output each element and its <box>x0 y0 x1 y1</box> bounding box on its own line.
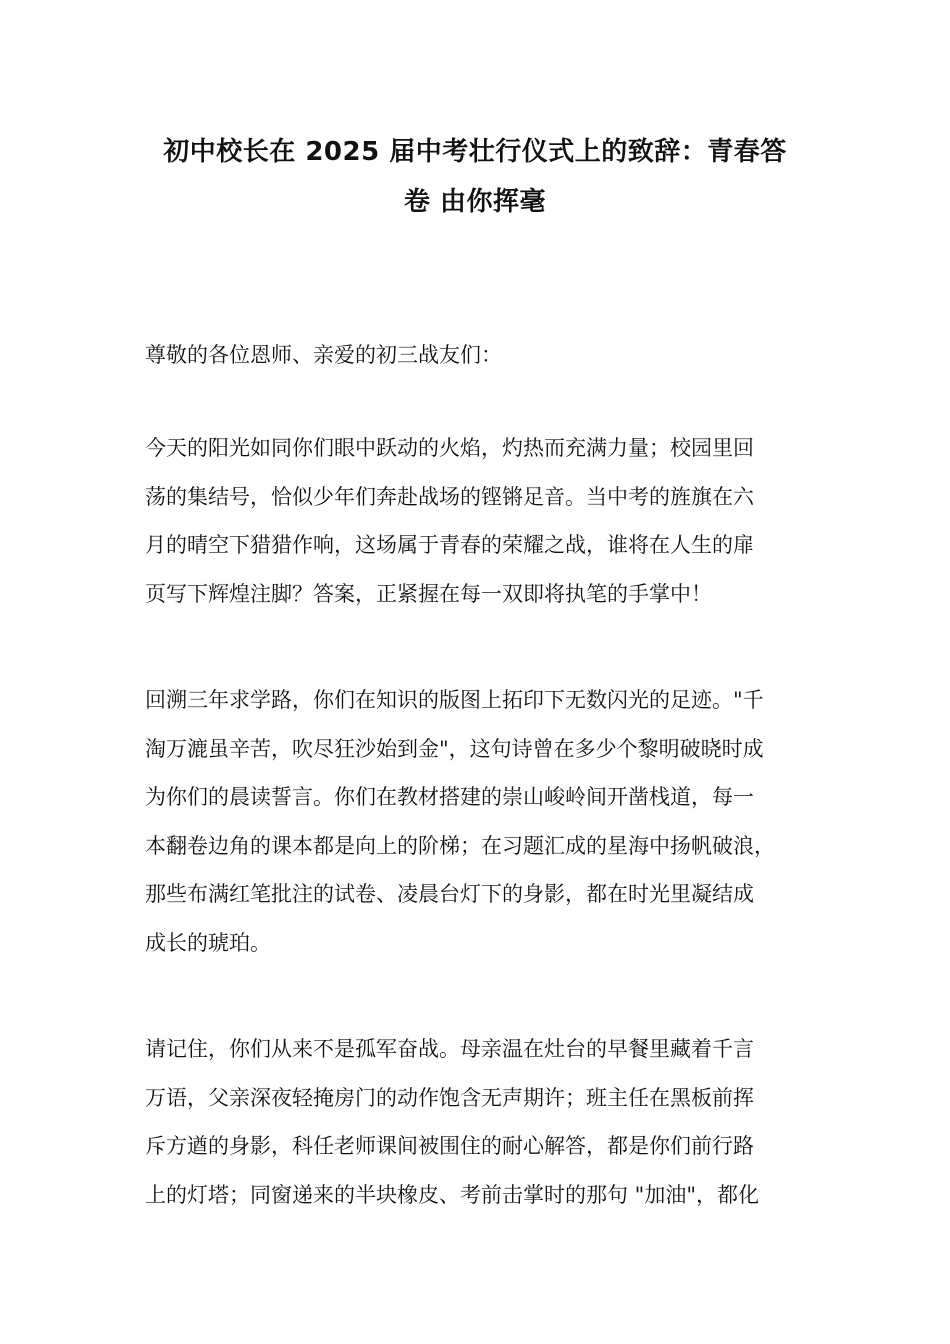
paragraph-line: 回溯三年求学路，你们在知识的版图上拓印下无数闪光的足迹。"千 <box>145 688 764 712</box>
paragraph-line: 那些布满红笔批注的试卷、凌晨台灯下的身影，都在时光里凝结成 <box>145 882 754 906</box>
paragraph-line: 斥方遒的身影，科任老师课间被围住的耐心解答，都是你们前行路 <box>145 1134 754 1158</box>
body-paragraph-1 <box>145 424 825 618</box>
paragraph-line: 荡的集结号，恰似少年们奔赴战场的铿锵足音。当中考的旌旗在六 <box>145 484 754 509</box>
greeting-text: 尊敬的各位恩师、亲爱的初三战友们： <box>145 343 502 367</box>
paragraph-line: 淘万漉虽辛苦，吹尽狂沙始到金"，这句诗曾在多少个黎明破晓时成 <box>145 736 764 761</box>
paragraph-line: 请记住，你们从来不是孤军奋战。母亲温在灶台的早餐里藏着千言 <box>145 1037 754 1061</box>
paragraph-line: 上的灯塔；同窗递来的半块橡皮、考前击掌时的那句 "加油"，都化 <box>145 1182 759 1207</box>
paragraph-line: 今天的阳光如同你们眼中跃动的火焰，灼热而充满力量；校园里回 <box>145 436 754 460</box>
document-title <box>130 127 820 227</box>
title-line: 卷 由你挥毫 <box>403 187 547 217</box>
paragraph-line: 万语，父亲深夜轻掩房门的动作饱含无声期许；班主任在黑板前挥 <box>145 1085 754 1110</box>
body-paragraph-3 <box>145 1025 825 1219</box>
paragraph-line: 页写下辉煌注脚？答案，正紧握在每一双即将执笔的手掌中！ <box>145 581 712 606</box>
body-paragraph-2 <box>145 676 825 967</box>
title-line: 初中校长在 2025 届中考壮行仪式上的致辞：青春答 <box>163 137 787 167</box>
paragraph-line: 成长的琥珀。 <box>145 930 271 955</box>
paragraph-line: 为你们的晨读誓言。你们在教材搭建的崇山峻岭间开凿栈道，每一 <box>145 785 754 809</box>
paragraph-line: 本翻卷边角的课本都是向上的阶梯；在习题汇成的星海中扬帆破浪， <box>145 833 775 858</box>
paragraph-line: 月的晴空下猎猎作响，这场属于青春的荣耀之战，谁将在人生的扉 <box>145 533 754 557</box>
greeting-paragraph <box>145 331 825 380</box>
